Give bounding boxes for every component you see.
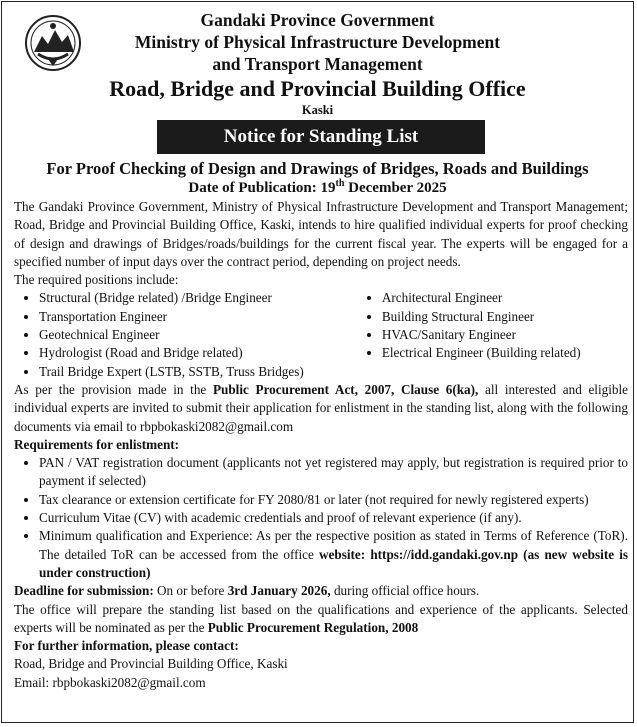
contact-heading: For further information, please contact: [14,638,239,654]
notice-body [14,198,628,692]
provision-paragraph: As per the provision made in the Public Procurement Act, 2007, Clause 6(ka), all interested and eligible individual experts are invited to submit their application for enlistment in the standing list, along with the following documents via email to rbpbokaski2082@gmail.com [14,381,628,434]
requirements-heading: Requirements for enlistment: [14,436,180,452]
position-item: • Structural (Bridge related) /Bridge Engineer [39,289,357,307]
position-item: • Electrical Engineer (Building related) [382,344,628,362]
requirement-item: • PAN / VAT registration document (applicants not yet registered may apply, but registration is required prior to payment if selected) [39,454,628,491]
position-item: • Architectural Engineer [382,289,628,307]
requirements-list [14,454,628,582]
positions-list [14,289,628,380]
position-item: • HVAC/Sanitary Engineer [382,326,628,344]
office-name: Road, Bridge and Provincial Building Office [109,76,526,101]
district-name: Kaski [301,103,334,117]
deadline-paragraph: Deadline for submission: On or before 3rd January 2026, during official office hours. [14,583,480,599]
selection-paragraph: The office will prepare the standing list based on the qualifications and experience of the applicants. Selected experts will be nominated as per the Public Procurement Regulation, 2008 [14,601,628,635]
contact-office: Road, Bridge and Provincial Building Office, Kaski [14,656,288,672]
position-item: • Geotechnical Engineer [39,326,357,344]
notice-subtitle: For Proof Checking of Design and Drawings of Bridges, Roads and Buildings [46,159,589,178]
ministry-name-cont: and Transport Management [212,54,423,74]
publication-date: Date of Publication: 19th December 2025 [188,178,447,196]
position-item: • Transportation Engineer [39,308,357,326]
requirement-item: • Curriculum Vitae (CV) with academic credentials and proof of relevant experience (if any). [39,509,628,527]
intro-paragraph: The Gandaki Province Government, Ministry of Physical Infrastructure Development and Transport Management; Road, Bridge and Provincial Building Office, Kaski, intends to hire qualified individual experts for proof checking of design and drawings of Bridges/roads/buildings for the current fiscal year. The experts will be engaged for a specified number of input days over the contract period, depending on project needs. [14,199,628,269]
ministry-name: Ministry of Physical Infrastructure Development [134,32,501,52]
position-item: • Trail Bridge Expert (LSTB, SSTB, Truss Bridges) [39,363,357,381]
positions-heading: The required positions include: [14,272,179,288]
government-name: Gandaki Province Government [200,10,435,30]
positions-left [14,289,357,380]
notice-page [1,1,634,723]
requirement-item: • Tax clearance or extension certificate for FY 2080/81 or later (not required for newly registered experts) [39,491,628,509]
requirement-item: • Minimum qualification and Experience: As per the respective position as stated in Terms of Reference (ToR). The detailed ToR can be accessed from the office website: https://idd.gandaki.gov.np (as new website is under construction) [39,527,628,582]
notice-title-banner: Notice for Standing List [157,120,485,154]
contact-email: Email: rbpbokaski2082@gmail.com [14,674,206,690]
positions-right [357,289,628,380]
position-item: • Hydrologist (Road and Bridge related) [39,344,357,362]
position-item: • Building Structural Engineer [382,308,628,326]
